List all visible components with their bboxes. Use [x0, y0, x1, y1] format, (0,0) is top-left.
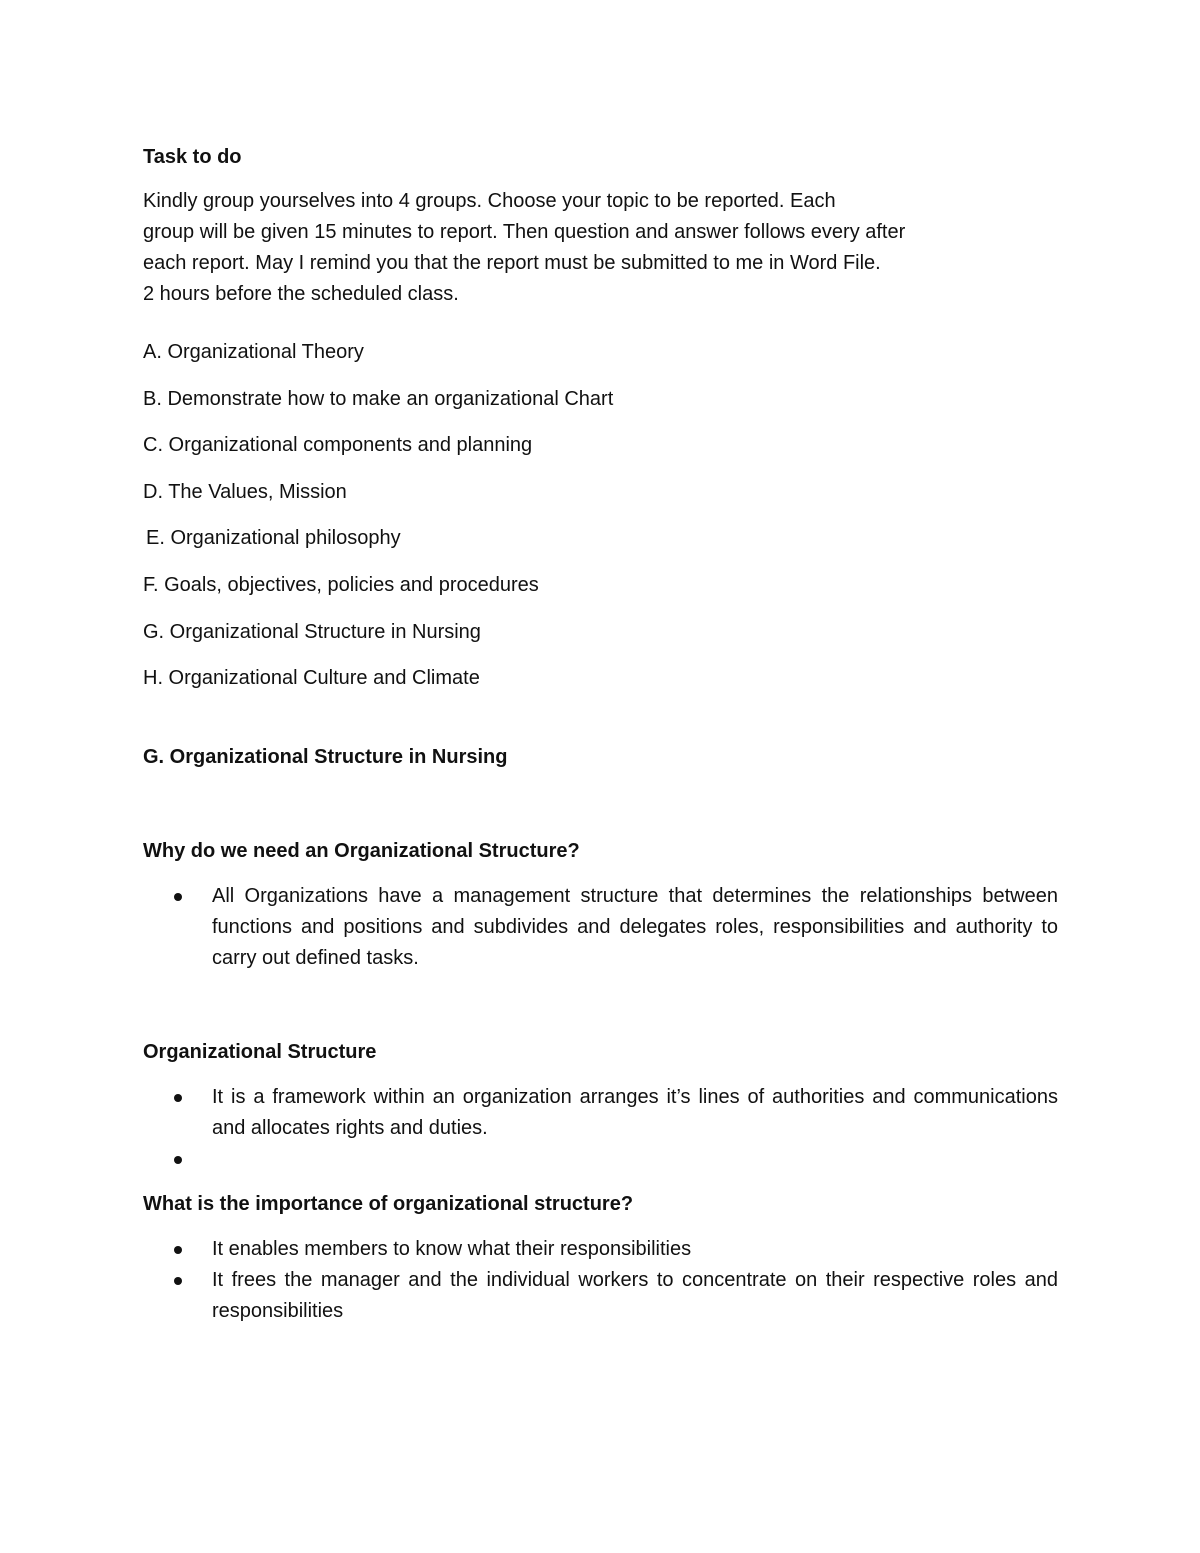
bullet-text: It is a framework within an organization arranges it’s lines of authorities and communications and allocates rights and duties.	[212, 1086, 1058, 1140]
section-title-organizational-structure: Organizational Structure	[143, 1041, 377, 1064]
why-bullet-list	[143, 881, 1058, 974]
topic-list	[143, 337, 1058, 694]
task-instructions	[143, 186, 1058, 310]
topic-item: B. Demonstrate how to make an organizational Chart	[143, 387, 614, 410]
bullet-icon	[174, 1156, 182, 1164]
importance-bullet-list	[143, 1234, 1058, 1327]
bullet-text: All Organizations have a management structure that determines the relationships between functions and positions and subdivides and delegates roles, responsibilities and authority to carry out defined tasks.	[212, 885, 1058, 970]
task-heading: Task to do	[143, 146, 242, 168]
org-structure-bullet-list	[143, 1082, 1058, 1175]
topic-item: E. Organizational philosophy	[146, 527, 401, 550]
bullet-item-empty	[212, 1144, 1058, 1175]
bullet-icon	[174, 1277, 182, 1285]
topic-item: A. Organizational Theory	[143, 341, 364, 363]
topic-item: C. Organizational components and planning	[143, 434, 533, 457]
topic-item: D. The Values, Mission	[143, 480, 347, 503]
document-body	[143, 142, 1058, 1327]
bullet-icon	[174, 1094, 182, 1102]
instruction-line: 2 hours before the scheduled class.	[143, 283, 459, 305]
bullet-item	[212, 1082, 1058, 1144]
question-heading-importance: What is the importance of organizational structure?	[143, 1193, 634, 1216]
bullet-text: It frees the manager and the individual workers to concentrate on their respective roles and responsibilities	[212, 1269, 1058, 1323]
bullet-icon	[174, 1246, 182, 1254]
bullet-item	[212, 1234, 1058, 1265]
instruction-line: each report. May I remind you that the report must be submitted to me in Word File.	[143, 252, 881, 274]
bullet-text: It enables members to know what their responsibilities	[212, 1238, 692, 1261]
bullet-item	[212, 1265, 1058, 1327]
instruction-line: Kindly group yourselves into 4 groups. Choose your topic to be reported. Each	[143, 190, 836, 212]
question-heading-why: Why do we need an Organizational Structure?	[143, 840, 580, 863]
topic-item: G. Organizational Structure in Nursing	[143, 620, 481, 643]
bullet-icon	[174, 893, 182, 901]
topic-item: H. Organizational Culture and Climate	[143, 667, 480, 690]
bullet-item	[212, 881, 1058, 974]
instruction-line: group will be given 15 minutes to report. Then question and answer follows every after	[143, 221, 906, 243]
section-title-organizational-structure-in-nursing: G. Organizational Structure in Nursing	[143, 746, 508, 769]
topic-item: F. Goals, objectives, policies and procedures	[143, 573, 539, 596]
